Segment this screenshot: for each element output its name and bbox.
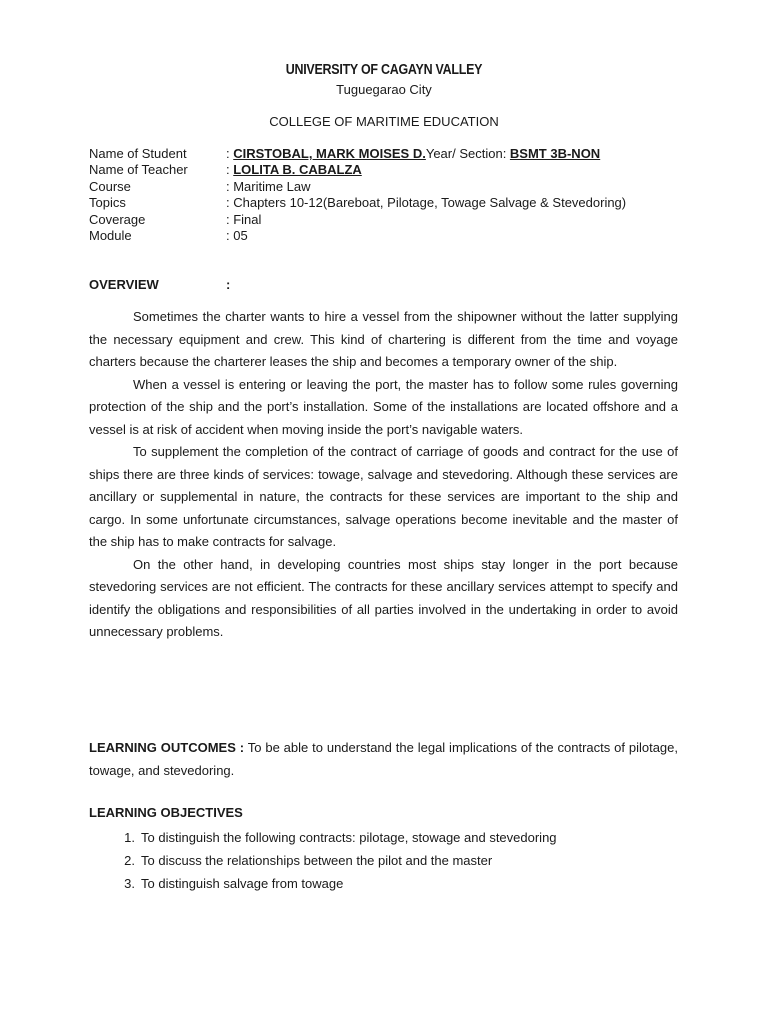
learning-objectives-list	[89, 827, 557, 895]
overview-heading-text: OVERVIEW	[89, 277, 159, 292]
topics-value: : Chapters 10-12(Bareboat, Pilotage, Towage Salvage & Stevedoring)	[226, 195, 627, 211]
overview-colon: :	[226, 277, 231, 292]
teacher-value	[226, 162, 646, 178]
module-value: : 05	[226, 228, 248, 244]
info-row-module	[89, 228, 646, 244]
list-item-number: 2.	[124, 852, 135, 868]
college-title: COLLEGE OF MARITIME EDUCATION	[269, 114, 499, 129]
list-item-number: 3.	[124, 875, 135, 891]
info-row-teacher	[89, 162, 646, 178]
city-subtitle: Tuguegarao City	[336, 82, 432, 97]
university-title: UNIVERSITY OF CAGAYN VALLEY	[285, 62, 483, 78]
coverage-label: Coverage	[89, 211, 146, 227]
list-item-text: To distinguish salvage from towage	[141, 875, 344, 891]
teacher-name: LOLITA B. CABALZA	[233, 162, 362, 178]
overview-heading	[89, 277, 231, 292]
learning-outcomes-heading: LEARNING OUTCOMES :	[89, 740, 245, 755]
list-item	[89, 850, 557, 873]
list-item-text: To discuss the relationships between the pilot and the master	[141, 852, 493, 868]
student-colon: :	[226, 146, 234, 161]
teacher-label: Name of Teacher	[89, 162, 188, 178]
year-section-value: BSMT 3B-NON	[509, 146, 601, 161]
list-item-text: To distinguish the following contracts: pilotage, stowage and stevedoring	[141, 830, 557, 845]
overview-paragraph: Sometimes the charter wants to hire a vessel from the shipowner without the latter supplying the necessary equipment and crew. This kind of chartering is different from the time and voyage charters because the charterer leases the ship and becomes a temporary owner of the ship.	[89, 309, 678, 369]
list-item	[89, 873, 557, 896]
overview-body	[89, 306, 678, 644]
list-item-number: 1.	[124, 830, 135, 845]
teacher-colon: :	[226, 162, 234, 178]
overview-paragraph: On the other hand, in developing countries most ships stay longer in the port because stevedoring services are not efficient. The contracts for these ancillary services attempt to specify and identify the obligations and responsibilities of all parties involved in the undertaking in order to avoid unnecessary problems.	[89, 556, 678, 639]
learning-outcomes	[89, 737, 678, 782]
info-row-course	[89, 179, 646, 195]
overview-paragraph: To supplement the completion of the contract of carriage of goods and contract for the use of ships there are three kinds of services: towage, salvage and stevedoring. Although these services are ancillary or supplemental in nature, the contracts for these services are important to the ship and cargo. In some unfortunate circumstances, salvage operations become inevitable and the master of the ship has to make contracts for salvage.	[89, 444, 678, 549]
info-row-student	[89, 146, 646, 162]
list-item	[89, 827, 557, 850]
course-value: : Maritime Law	[226, 178, 311, 194]
student-value	[226, 146, 646, 162]
year-section-label: Year/ Section:	[425, 146, 510, 161]
topics-label: Topics	[89, 195, 126, 211]
learning-outcomes-text: To be able to understand the legal implications of the contracts of pilotage, towage, and stevedoring.	[89, 740, 678, 778]
student-label: Name of Student	[89, 146, 187, 161]
student-info-block	[89, 146, 646, 244]
overview-paragraph: When a vessel is entering or leaving the port, the master has to follow some rules governing protection of the ship and the port’s installation. Some of the installations are located offshore and a vessel is at risk of accident when moving inside the port’s navigable waters.	[89, 376, 678, 437]
learning-objectives-heading: LEARNING OBJECTIVES	[89, 805, 243, 820]
coverage-value: : Final	[226, 211, 262, 227]
info-row-topics	[89, 195, 646, 211]
info-row-coverage	[89, 212, 646, 228]
course-label: Course	[89, 178, 131, 194]
student-name: CIRSTOBAL, MARK MOISES D.	[233, 146, 426, 161]
module-label: Module	[89, 228, 132, 244]
